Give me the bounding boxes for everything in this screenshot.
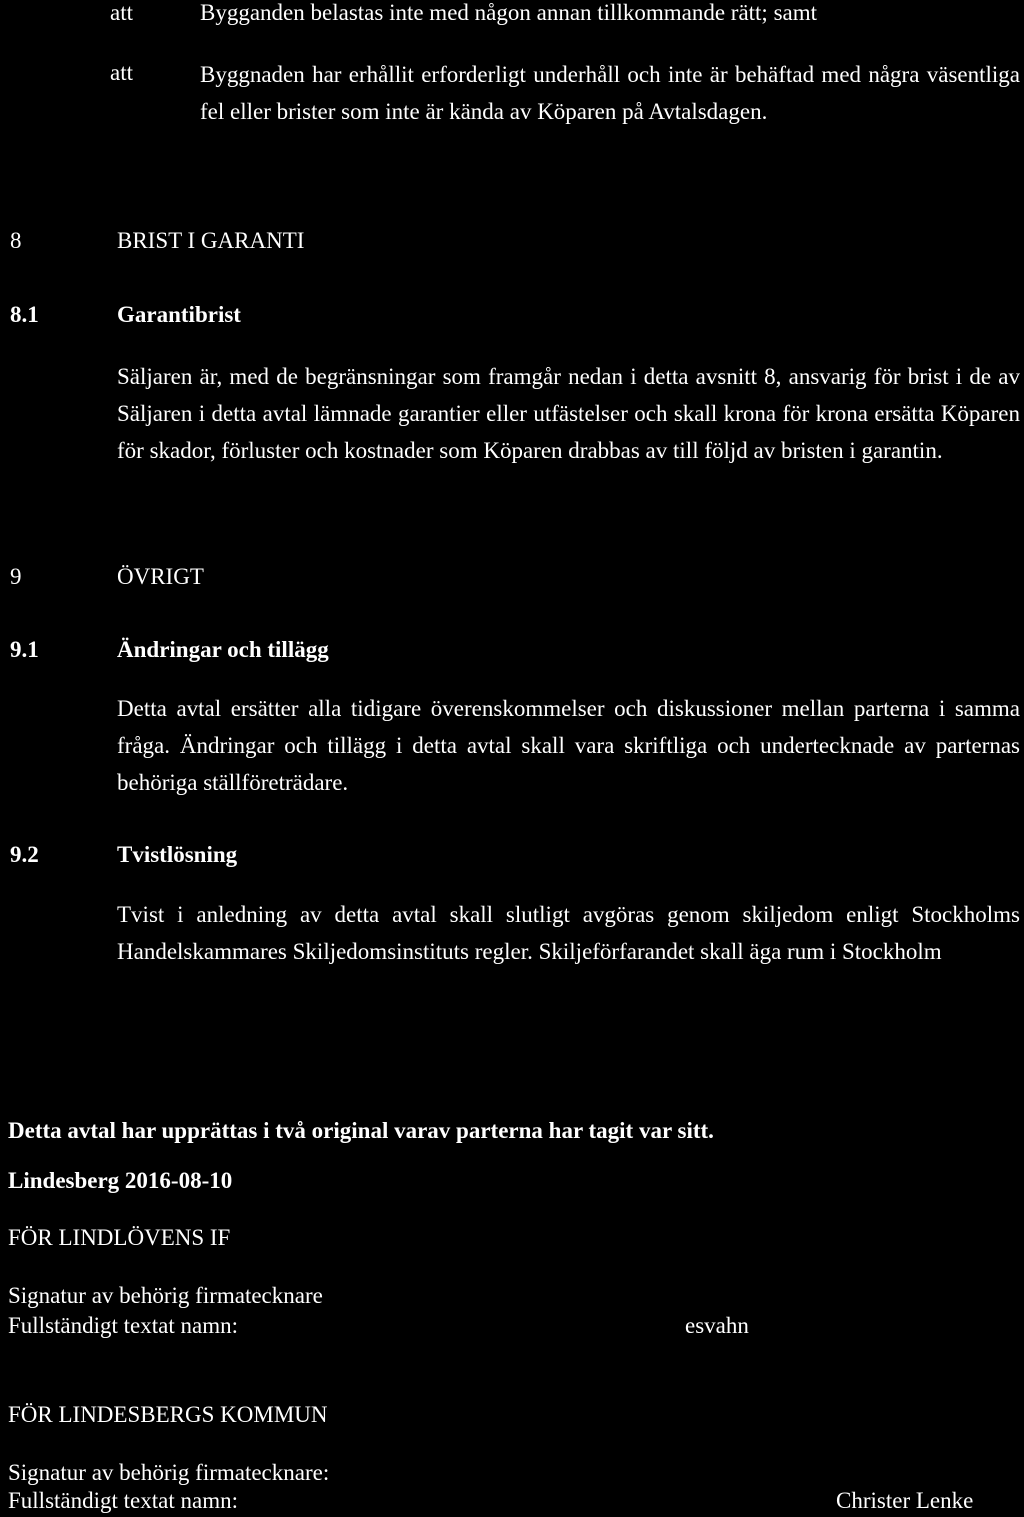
subsection-title: Ändringar och tillägg [117, 637, 329, 662]
subsection-body: Säljaren är, med de begränsningar som framgår nedan i detta avsnitt 8, ansvarig för brist i de av Säljaren i detta avtal lämnade garantier eller utfästelser och skall krona för krona ersätta Köparen för skador, förluster och kostnader som Köparen drabbas av till följd av bristen i garantin. [117, 364, 1020, 463]
signature-label: Signatur av behörig firmatecknare [8, 1283, 323, 1308]
clause-label: att [110, 60, 133, 85]
name-value: Christer Lenke [836, 1488, 974, 1513]
section-number: 8 [10, 228, 22, 253]
name-label: Fullständigt textat namn: [8, 1313, 238, 1338]
name-label: Fullständigt textat namn: [8, 1488, 238, 1513]
party-heading: FÖR LINDESBERGS KOMMUN [8, 1402, 328, 1427]
subsection-number: 8.1 [10, 302, 39, 327]
party-heading: FÖR LINDLÖVENS IF [8, 1225, 231, 1250]
clause-text: Byggnaden har erhållit erforderligt underhåll och inte är behäftad med några väsentliga fel eller brister som inte är kända av Köparen på Avtalsdagen. [200, 62, 1020, 124]
section-title: ÖVRIGT [117, 564, 204, 589]
subsection-body: Tvist i anledning av detta avtal skall slutligt avgöras genom skiljedom enligt Stockholms Handelskammares Skiljedomsinstituts regler. Skiljeförfarandet skall äga rum i Stockholm [117, 902, 1020, 964]
subsection-number: 9.1 [10, 637, 39, 662]
subsection-title: Garantibrist [117, 302, 241, 327]
signature-label: Signatur av behörig firmatecknare: [8, 1460, 330, 1485]
subsection-body: Detta avtal ersätter alla tidigare överenskommelser och diskussioner mellan parterna i samma fråga. Ändringar och tillägg i detta avtal skall vara skriftliga och undertecknade av parternas behöriga ställföreträdare. [117, 696, 1020, 795]
clause-text: Bygganden belastas inte med någon annan tillkommande rätt; samt [200, 0, 818, 25]
clause-label: att [110, 0, 133, 25]
closing-statement: Detta avtal har upprättas i två original varav parterna har tagit var sitt. [8, 1118, 714, 1143]
section-number: 9 [10, 564, 22, 589]
name-value: esvahn [685, 1313, 749, 1338]
place-date: Lindesberg 2016-08-10 [8, 1168, 233, 1193]
subsection-title: Tvistlösning [117, 842, 238, 867]
section-title: BRIST I GARANTI [117, 228, 305, 253]
subsection-number: 9.2 [10, 842, 39, 867]
